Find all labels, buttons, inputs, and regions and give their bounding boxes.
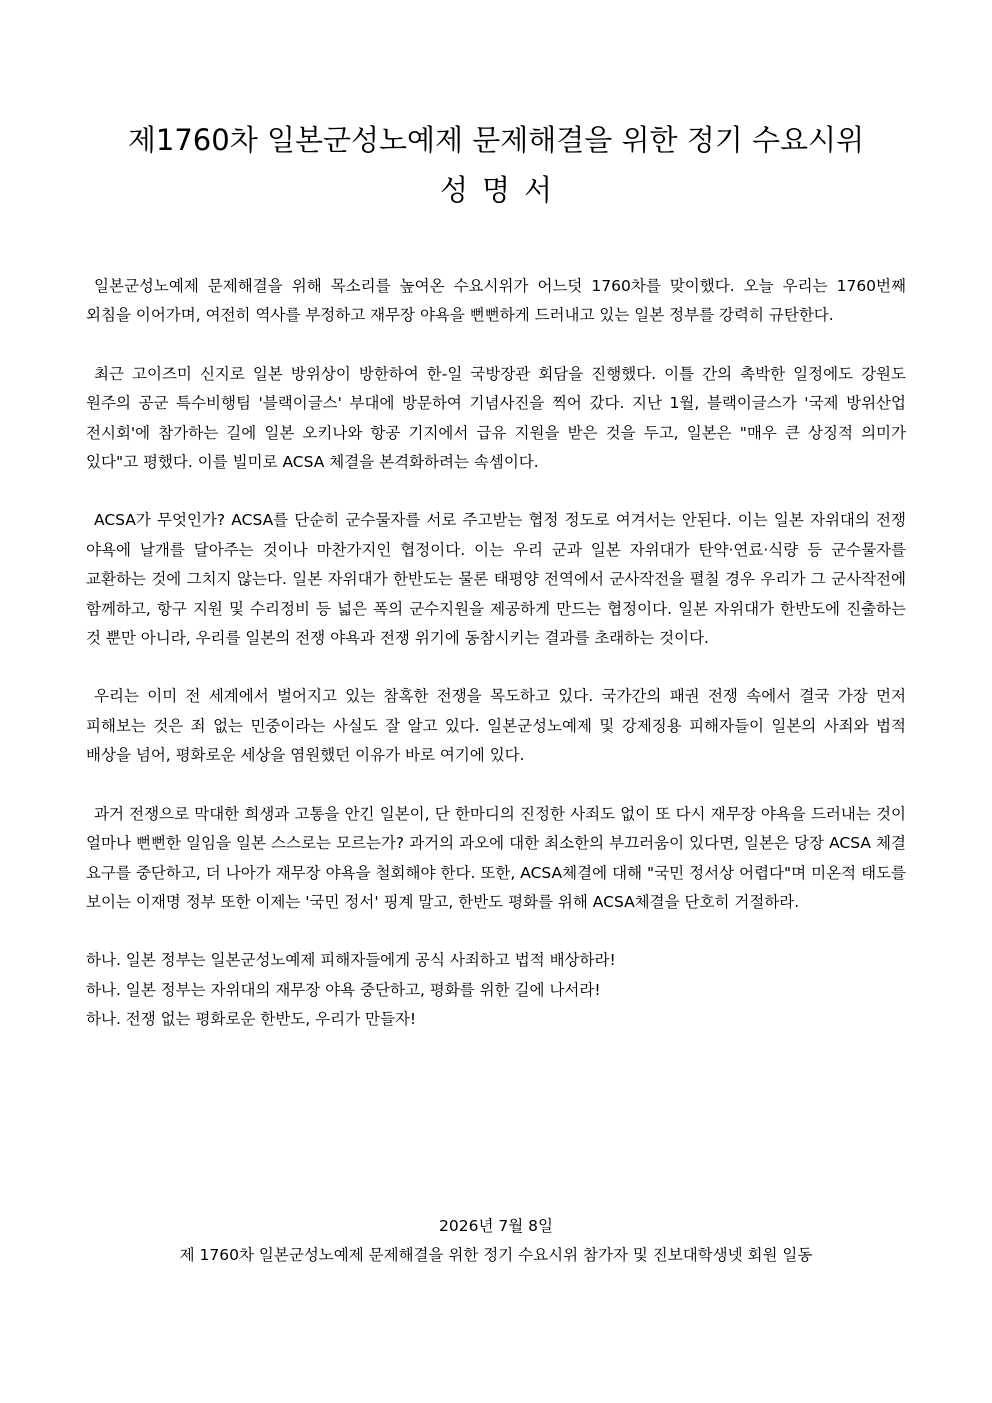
slogan-2: 하나. 일본 정부는 자위대의 재무장 야욕 중단하고, 평화를 위한 길에 나서라!: [86, 980, 601, 999]
slogan-3: 하나. 전쟁 없는 평화로운 한반도, 우리가 만들자!: [86, 1010, 417, 1029]
statement-date: 2026년 7월 8일: [439, 1217, 553, 1235]
document-subtitle: 성명서: [439, 173, 567, 207]
paragraph-3: ACSA가 무엇인가? ACSA를 단순히 군수물자를 서로 주고받는 협정 정도로 여겨서는 안된다. 이는 일본 자위대의 전쟁 야욕에 날개를 달아주는 것이나 마찬가지인 협정이다. 이는 우리 군과 일본 자위대가 탄약·연료·식량 등 군수물자를 교환하는 것에 그치지 않는다. 일본 자위대가 한반도는 물론 태평양 전역에서 군사작전을 펼칠 경우 우리가 그 군사작전에 함께하고, 항구 지원 및 수리정비 등 넓은 폭의 군수지원을 제공하게 만드는 협정이다. 일본 자위대가 한반도에 진출하는 것 뿐만 아니라, 우리를 일본의 전쟁 야욕과 전쟁 위기에 동참시키는 결과를 초래하는 것이다.: [86, 511, 906, 648]
slogan-list: [86, 946, 906, 1034]
statement-signature: 제 1760차 일본군성노예제 문제해결을 위한 정기 수요시위 참가자 및 진보대학생넷 회원 일동: [179, 1246, 813, 1265]
paragraph-4: 우리는 이미 전 세계에서 벌어지고 있는 참혹한 전쟁을 목도하고 있다. 국가간의 패권 전쟁 속에서 결국 가장 먼저 피해보는 것은 죄 없는 민중이라는 사실도 잘 알고 있다. 일본군성노예제 및 강제징용 피해자들이 일본의 사죄와 법적 배상을 넘어, 평화로운 세상을 염원했던 이유가 바로 여기에 있다.: [86, 687, 906, 765]
paragraph-5: 과거 전쟁으로 막대한 희생과 고통을 안긴 일본이, 단 한마디의 진정한 사죄도 없이 또 다시 재무장 야욕을 드러내는 것이 얼마나 뻔뻔한 일임을 일본 스스로는 모르는가? 과거의 과오에 대한 최소한의 부끄러움이 있다면, 일본은 당장 ACSA 체결 요구를 중단하고, 더 나아가 재무장 야욕을 철회해야 한다. 또한, ACSA체결에 대해 "국민 정서상 어렵다"며 미온적 태도를 보이는 이재명 정부 또한 이제는 '국민 정서' 핑계 말고, 한반도 평화를 위해 ACSA체결을 단호히 거절하라.: [86, 804, 906, 911]
paragraph-2: 최근 고이즈미 신지로 일본 방위상이 방한하여 한-일 국방장관 회담을 진행했다. 이틀 간의 촉박한 일정에도 강원도 원주의 공군 특수비행팀 '블랙이글스' 부대에 방문하여 기념사진을 찍어 갔다. 지난 1월, 블랙이글스가 '국제 방위산업 전시회'에 참가하는 길에 일본 오키나와 항공 기지에서 급유 지원을 받은 것을 두고, 일본은 "매우 큰 상징적 의미가 있다"고 평했다. 이를 빌미로 ACSA 체결을 본격화하려는 속셈이다.: [86, 364, 907, 472]
paragraph-1: 일본군성노예제 문제해결을 위해 목소리를 높여온 수요시위가 어느덧 1760차를 맞이했다. 오늘 우리는 1760번째 외침을 이어가며, 여전히 역사를 부정하고 재무장 야욕을 뻔뻔하게 드러내고 있는 일본 정부를 강력히 규탄한다.: [86, 277, 906, 325]
document-title: 제1760차 일본군성노예제 문제해결을 위한 정기 수요시위: [127, 123, 865, 157]
closing-block: [60, 1212, 932, 1271]
statement-body: [86, 272, 906, 1035]
slogan-1: 하나. 일본 정부는 일본군성노예제 피해자들에게 공식 사죄하고 법적 배상하라!: [86, 951, 616, 970]
